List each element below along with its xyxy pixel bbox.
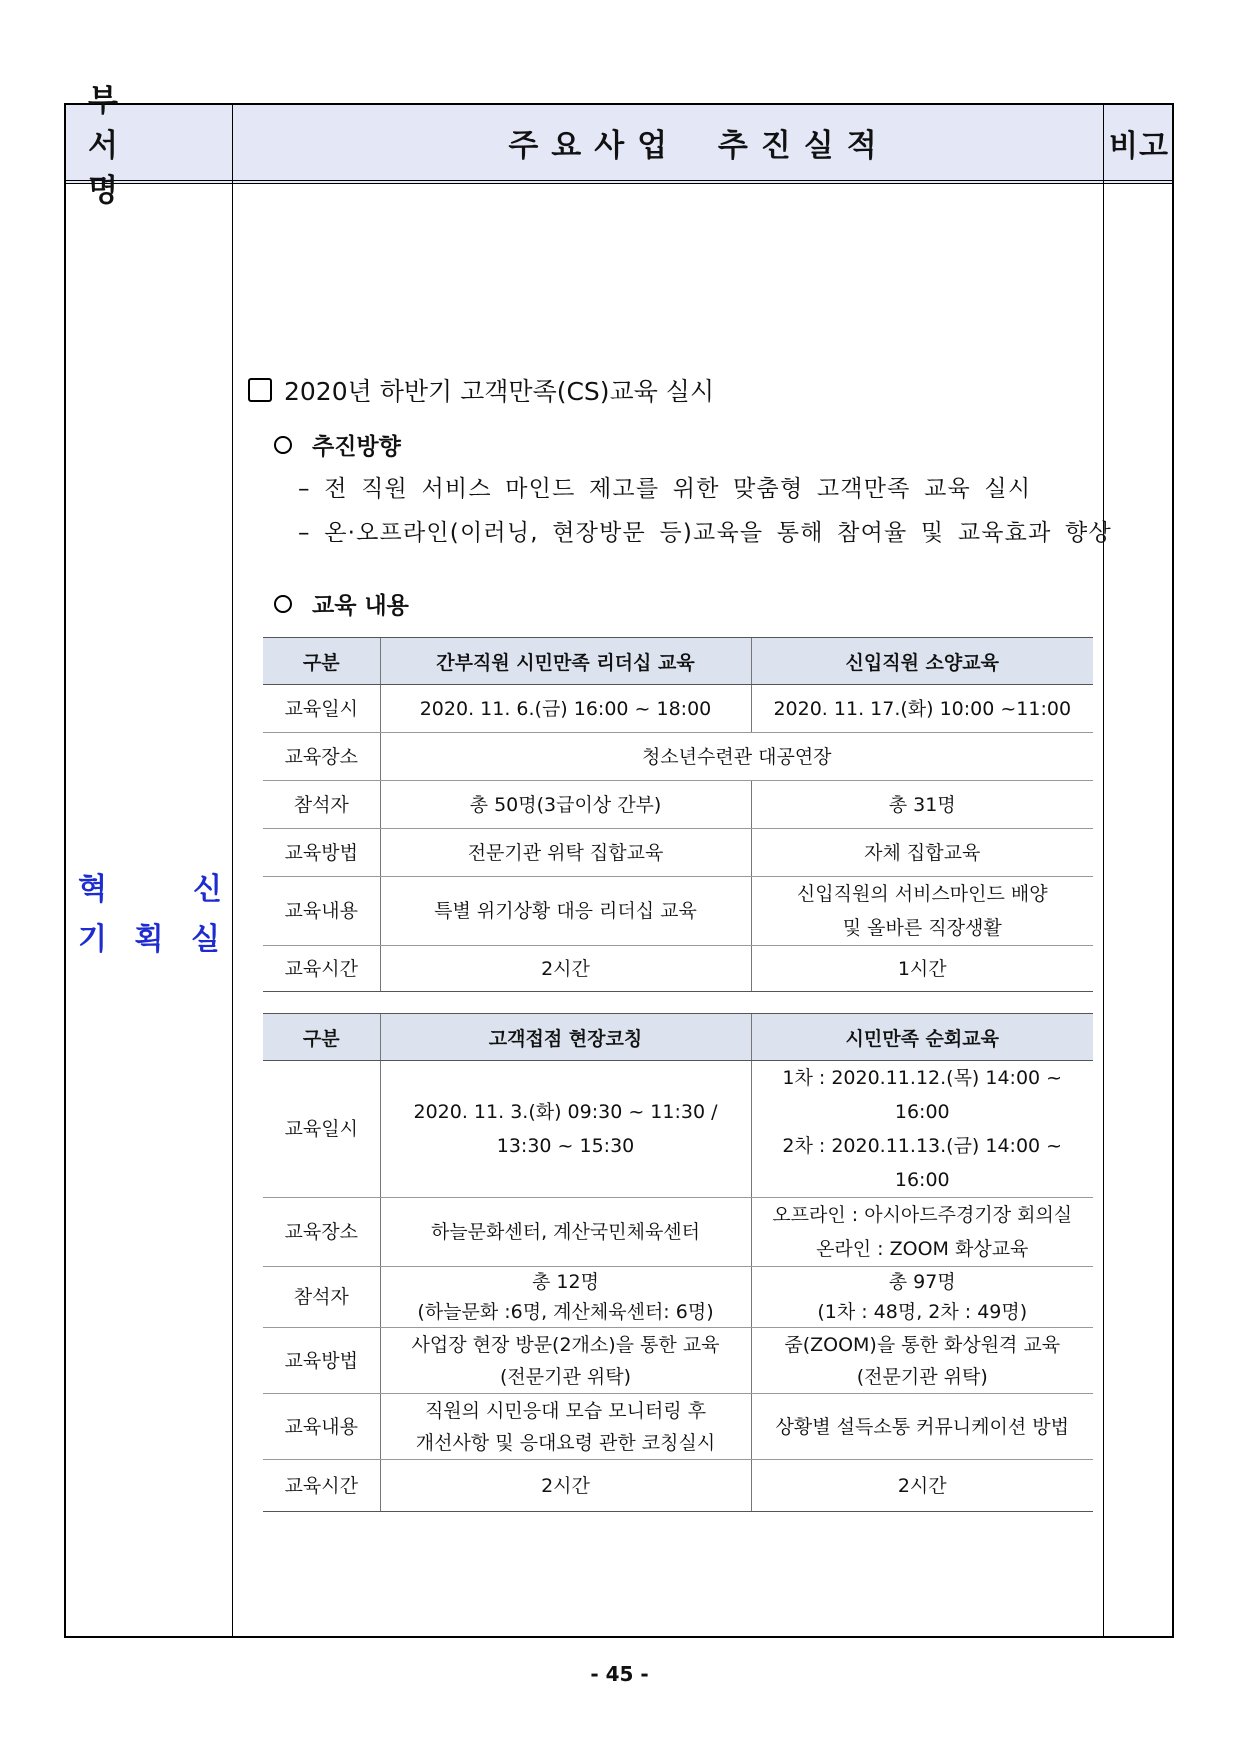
dept-char: 획 xyxy=(134,922,164,957)
circle-bullet-icon xyxy=(274,436,292,454)
table-cell: 교육일시 xyxy=(263,1061,380,1198)
table-cell: 참석자 xyxy=(263,781,380,829)
table-cell: 교육장소 xyxy=(263,1198,380,1267)
table-cell xyxy=(751,1328,1093,1394)
page-number: - 45 - xyxy=(590,1662,649,1686)
table-cell xyxy=(380,1267,751,1328)
table-header: 신입직원 소양교육 xyxy=(751,638,1093,685)
table-row xyxy=(263,1198,1093,1267)
section-title xyxy=(248,372,714,408)
table-row xyxy=(263,1328,1093,1394)
table-header: 간부직원 시민만족 리더십 교육 xyxy=(380,638,751,685)
circle-bullet-icon xyxy=(274,595,292,613)
table-cell: 특별 위기상황 대응 리더십 교육 xyxy=(380,877,751,946)
cell-line: 개선사항 및 응대요령 관한 코칭실시 xyxy=(415,1431,716,1454)
table-row xyxy=(263,733,1093,781)
table-header: 구분 xyxy=(263,1014,380,1061)
cell-line: (전문기관 위탁) xyxy=(856,1365,988,1388)
table-cell: 교육내용 xyxy=(263,1394,380,1460)
table-cell: 교육방법 xyxy=(263,1328,380,1394)
table-row xyxy=(263,877,1093,946)
table-row xyxy=(263,1061,1093,1198)
cell-line: 오프라인 : 아시아드주경기장 회의실 xyxy=(772,1204,1073,1226)
table-cell xyxy=(380,1328,751,1394)
divider-dept xyxy=(232,105,233,1636)
table-row xyxy=(263,1267,1093,1328)
table-cell: 참석자 xyxy=(263,1267,380,1328)
table-cell xyxy=(751,1061,1093,1198)
table-header: 시민만족 순회교육 xyxy=(751,1014,1093,1061)
cell-line: 줌(ZOOM)을 통한 화상원격 교육 xyxy=(784,1333,1061,1356)
table-cell: 하늘문화센터, 계산국민체육센터 xyxy=(380,1198,751,1267)
table-cell: 2시간 xyxy=(380,946,751,992)
table-cell: 상황별 설득소통 커뮤니케이션 방법 xyxy=(751,1394,1093,1460)
cell-line: 총 12명 xyxy=(532,1271,599,1293)
table-cell: 교육장소 xyxy=(263,733,380,781)
cell-line: 직원의 시민응대 모습 모니터링 후 xyxy=(424,1399,707,1422)
table-cell: 2020. 11. 6.(금) 16:00 ~ 18:00 xyxy=(380,685,751,733)
cell-line: (1차 : 48명, 2차 : 49명) xyxy=(817,1301,1028,1323)
cell-line: 사업장 현장 방문(2개소)을 통한 교육 xyxy=(411,1333,720,1356)
content-title: 교육 내용 xyxy=(312,593,409,619)
table-cell: 2020. 11. 17.(화) 10:00 ~11:00 xyxy=(751,685,1093,733)
header-dept-label: 부 서 명 xyxy=(88,83,146,209)
table-cell: 교육내용 xyxy=(263,877,380,946)
header-note-label: 비고 xyxy=(1109,128,1169,164)
table-row xyxy=(263,1460,1093,1512)
header-main-label: 주요사업 추진실적 xyxy=(508,128,890,164)
table-cell: 교육시간 xyxy=(263,946,380,992)
table-cell: 전문기관 위탁 집합교육 xyxy=(380,829,751,877)
cell-line: (하늘문화 :6명, 계산체육센터: 6명) xyxy=(417,1301,714,1323)
cell-line: 및 올바른 직장생활 xyxy=(842,917,1002,939)
education-table-1 xyxy=(263,637,1093,992)
checkbox-square-icon xyxy=(248,378,272,402)
dept-char: 실 xyxy=(191,922,220,957)
table-row xyxy=(263,1394,1093,1460)
table-cell xyxy=(380,1061,751,1198)
table-cell: 교육방법 xyxy=(263,829,380,877)
cell-line: 1차 : 2020.11.12.(목) 14:00 ~ 16:00 xyxy=(782,1067,1063,1123)
table-cell: 1시간 xyxy=(751,946,1093,992)
cell-line: 신입직원의 서비스마인드 배양 xyxy=(796,883,1048,905)
divider-note xyxy=(1103,105,1104,1636)
table-header-row xyxy=(263,1014,1093,1061)
direction-item: – 전 직원 서비스 마인드 제고를 위한 맞춤형 고객만족 교육 실시 xyxy=(298,476,1032,502)
table-cell: 총 31명 xyxy=(751,781,1093,829)
department-name xyxy=(66,861,232,961)
cell-line: (전문기관 위탁) xyxy=(500,1365,631,1388)
table-row xyxy=(263,685,1093,733)
dept-char: 신 xyxy=(193,872,222,907)
table-cell: 교육시간 xyxy=(263,1460,380,1512)
cell-line: 온라인 : ZOOM 화상교육 xyxy=(816,1238,1029,1260)
table-header-row xyxy=(263,638,1093,685)
cell-line: 총 97명 xyxy=(888,1271,956,1293)
table-header: 구분 xyxy=(263,638,380,685)
table-cell: 교육일시 xyxy=(263,685,380,733)
cell-line: 13:30 ~ 15:30 xyxy=(496,1135,635,1157)
table-cell xyxy=(380,1394,751,1460)
table-cell: 자체 집합교육 xyxy=(751,829,1093,877)
content-heading xyxy=(274,587,409,620)
table-cell: 청소년수련관 대공연장 xyxy=(380,733,1093,781)
table-cell: 총 50명(3급이상 간부) xyxy=(380,781,751,829)
dept-char: 기 xyxy=(78,922,107,957)
table-row xyxy=(263,946,1093,992)
direction-title: 추진방향 xyxy=(312,434,401,460)
section-title-text: 2020년 하반기 고객만족(CS)교육 실시 xyxy=(284,377,715,406)
table-header: 고객접점 현장코칭 xyxy=(380,1014,751,1061)
table-cell: 2시간 xyxy=(380,1460,751,1512)
direction-item: – 온·오프라인(이러닝, 현장방문 등)교육을 통해 참여율 및 교육효과 향상 xyxy=(298,520,1112,546)
table-row xyxy=(263,781,1093,829)
cell-line: 2020. 11. 3.(화) 09:30 ~ 11:30 / xyxy=(413,1101,718,1123)
table-cell xyxy=(751,877,1093,946)
education-table-2 xyxy=(263,1013,1093,1512)
table-cell: 2시간 xyxy=(751,1460,1093,1512)
table-row xyxy=(263,829,1093,877)
table-cell xyxy=(751,1267,1093,1328)
dept-char: 혁 xyxy=(78,872,107,907)
cell-line: 2차 : 2020.11.13.(금) 14:00 ~ 16:00 xyxy=(782,1135,1063,1191)
table-cell xyxy=(751,1198,1093,1267)
direction-heading xyxy=(274,428,401,461)
